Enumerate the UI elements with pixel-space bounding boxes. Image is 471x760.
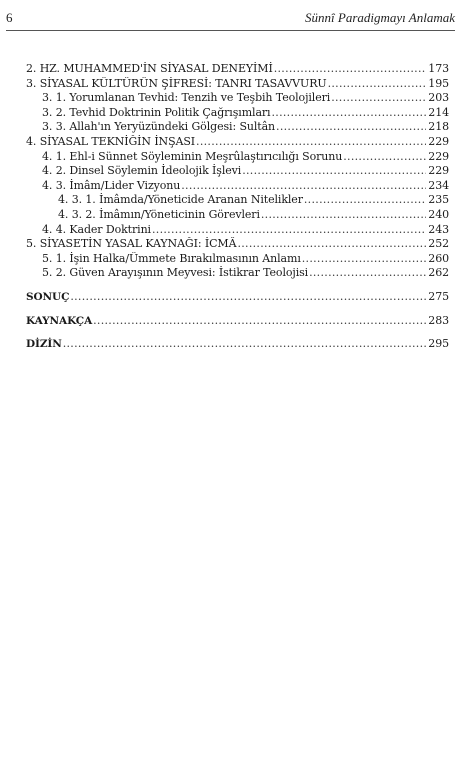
toc-entry <box>26 120 449 135</box>
toc-entry-title: 3. 1. Yorumlanan Tevhid: Tenzih ve Teşbih Teolojileri <box>42 91 331 105</box>
toc-leader-dots <box>93 314 426 327</box>
toc-leader-dots <box>63 337 426 350</box>
toc-entry-page: 295 <box>428 337 449 351</box>
toc-entry-page: 218 <box>428 120 449 134</box>
table-of-contents <box>26 62 449 352</box>
toc-entry-page: 214 <box>428 105 449 119</box>
toc-entry-page: 229 <box>428 164 449 178</box>
toc-entry-title: KAYNAKÇA <box>26 314 93 327</box>
toc-entry <box>26 266 449 281</box>
toc-entry-page: 275 <box>428 289 449 303</box>
toc-entry-title: 5. SİYASETİN YASAL KAYNAĞI: İCMÂ <box>26 237 237 251</box>
toc-entry-page: 173 <box>428 62 449 75</box>
toc-entry-title: 3. SİYASAL KÜLTÜRÜN ŞİFRESİ: TANRI TASAVVURU <box>26 76 327 90</box>
toc-entry <box>26 91 449 106</box>
toc-entry-title: 4. 3. 2. İmâmın/Yöneticinin Görevleri <box>58 207 260 221</box>
toc-entry-title: DİZİN <box>26 338 62 351</box>
toc-leader-dots <box>237 237 426 250</box>
toc-entry-title: 4. 3. İmâm/Lider Vizyonu <box>42 178 181 192</box>
toc-entry-title: 5. 1. İşin Halka/Ümmete Bırakılmasının Anlamı <box>42 251 301 265</box>
toc-leader-dots <box>70 290 426 303</box>
toc-entry-page: 240 <box>428 207 449 221</box>
page-header <box>0 10 471 28</box>
toc-entry <box>26 337 449 352</box>
toc-leader-dots <box>271 106 426 119</box>
toc-leader-dots <box>331 91 426 104</box>
toc-entry <box>26 62 449 77</box>
toc-entry-page: 195 <box>428 76 449 90</box>
toc-leader-dots <box>343 150 426 163</box>
toc-entry-page: 283 <box>428 313 449 327</box>
toc-leader-dots <box>242 164 426 177</box>
toc-leader-dots <box>274 62 426 75</box>
page-number: 6 <box>6 10 13 25</box>
toc-leader-dots <box>302 252 426 265</box>
toc-entry-page: 260 <box>428 251 449 265</box>
toc-leader-dots <box>276 120 426 133</box>
toc-entry-title: 4. 1. Ehl-i Sünnet Söyleminin Meşrûlaştırıcılığı Sorunu <box>42 149 343 163</box>
toc-entry-page: 203 <box>428 91 449 105</box>
toc-entry <box>26 179 449 194</box>
toc-entry-title: 4. 3. 1. İmâmda/Yöneticide Aranan Nitelikler <box>58 193 303 207</box>
toc-entry-page: 235 <box>428 193 449 207</box>
toc-leader-dots <box>152 223 426 236</box>
header-rule <box>6 30 455 31</box>
toc-entry <box>26 290 449 305</box>
running-title: Sünnî Paradigmayı Anlamak <box>305 10 455 25</box>
toc-entry <box>26 314 449 329</box>
toc-entry-title: SONUÇ <box>26 290 70 303</box>
toc-leader-dots <box>328 77 426 90</box>
toc-entry-page: 234 <box>428 178 449 192</box>
toc-entry <box>26 252 449 267</box>
toc-leader-dots <box>181 179 426 192</box>
toc-leader-dots <box>196 135 426 148</box>
toc-entry <box>26 77 449 92</box>
toc-entry <box>26 135 449 150</box>
toc-entry-title: 4. 4. Kader Doktrini <box>42 222 151 236</box>
toc-leader-dots <box>261 208 426 221</box>
toc-entry <box>26 106 449 121</box>
toc-entry-title: 2. HZ. MUHAMMED'İN SİYASAL DENEYİMİ <box>26 62 273 75</box>
toc-entry-title: 4. SİYASAL TEKNİĞİN İNŞASI <box>26 134 196 148</box>
toc-leader-dots <box>304 193 426 206</box>
toc-leader-dots <box>309 266 426 279</box>
toc-entry-page: 229 <box>428 134 449 148</box>
toc-entry-title: 5. 2. Güven Arayışının Meyvesi: İstikrar Teolojisi <box>42 266 309 280</box>
toc-entry <box>26 150 449 165</box>
toc-entry-page: 243 <box>428 222 449 236</box>
toc-entry-title: 4. 2. Dinsel Söylemin İdeolojik İşlevi <box>42 164 242 178</box>
toc-entry-title: 3. 3. Allah'ın Yeryüzündeki Gölgesi: Sultân <box>42 120 276 134</box>
toc-entry <box>26 208 449 223</box>
toc-entry-page: 262 <box>428 266 449 280</box>
toc-entry <box>26 164 449 179</box>
toc-entry-page: 252 <box>428 237 449 251</box>
toc-entry <box>26 237 449 252</box>
toc-entry-page: 229 <box>428 149 449 163</box>
toc-entry <box>26 193 449 208</box>
toc-entry <box>26 223 449 238</box>
toc-entry-title: 3. 2. Tevhid Doktrinin Politik Çağrışımları <box>42 105 271 119</box>
